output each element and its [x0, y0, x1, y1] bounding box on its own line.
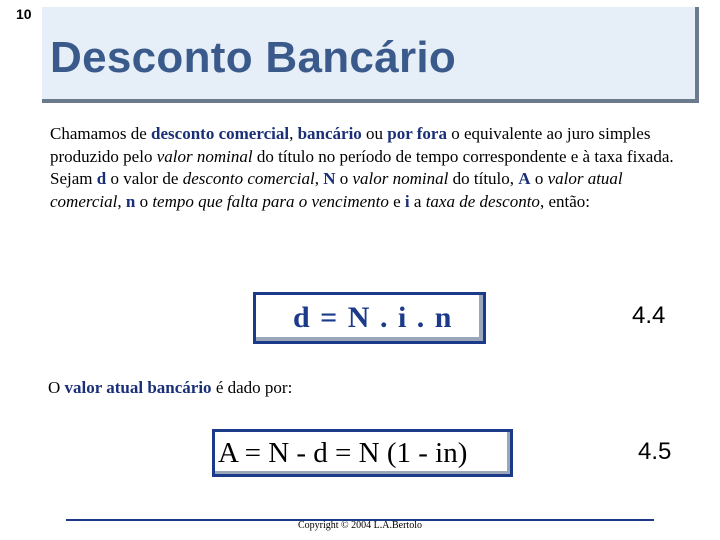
term-italic: valor nominal — [352, 169, 449, 188]
slide-title: Desconto Bancário — [50, 33, 457, 82]
term-valor-nominal: valor nominal — [156, 146, 253, 166]
text-run: e — [388, 191, 405, 211]
text-run: o valor de — [106, 169, 183, 188]
copyright-text: Copyright © 2004 L.A.Bertolo — [298, 520, 422, 531]
body-text — [50, 123, 698, 213]
text-run: o — [335, 169, 353, 188]
term-desconto-comercial: desconto comercial — [151, 124, 290, 143]
present-value-intro — [48, 378, 292, 398]
text-run: , então: — [539, 191, 590, 211]
term-italic: tempo que falta para o vencimento — [152, 191, 389, 211]
text-run: , — [314, 169, 324, 188]
definition-paragraph — [50, 123, 698, 168]
text-run: é dado por: — [211, 378, 293, 397]
var-n: n — [125, 191, 136, 211]
text-run: Chamamos de — [50, 124, 152, 143]
var-N: N — [323, 169, 336, 188]
term-italic: valor atual comercial — [50, 169, 623, 211]
text-run: do título no período de tempo correspondente e à taxa fixada. — [252, 146, 674, 166]
text-run: Sejam — [50, 169, 97, 188]
text-run: do título, — [448, 169, 519, 188]
variables-paragraph — [50, 168, 698, 213]
formula-present-value: A = N - d = N (1 - in) — [218, 437, 468, 469]
equation-number: 4.4 — [632, 302, 666, 329]
formula-box-discount — [253, 292, 486, 344]
term-italic: desconto comercial — [182, 169, 315, 188]
text-run: o — [530, 169, 548, 188]
var-A: A — [518, 169, 531, 188]
formula-discount: d = N . i . n — [293, 301, 453, 334]
text-run: , — [289, 124, 298, 143]
text-run: ou — [361, 124, 388, 143]
term-por-fora: por fora — [387, 124, 447, 143]
text-run: o — [135, 191, 153, 211]
text-run: , — [117, 191, 126, 211]
term-italic: taxa de desconto — [425, 191, 540, 211]
slide-number: 10 — [16, 6, 32, 22]
term-bancario: bancário — [297, 124, 362, 143]
text-run: o equivalente ao juro simples produzido pelo — [50, 124, 651, 166]
text-run: a — [409, 191, 426, 211]
var-i: i — [404, 191, 410, 211]
term-valor-atual-bancario: valor atual bancário — [64, 378, 212, 397]
equation-number: 4.5 — [638, 438, 672, 465]
title-banner — [42, 7, 699, 103]
formula-box-present-value — [212, 429, 513, 477]
var-d: d — [96, 169, 107, 188]
text-run: O — [48, 378, 65, 397]
